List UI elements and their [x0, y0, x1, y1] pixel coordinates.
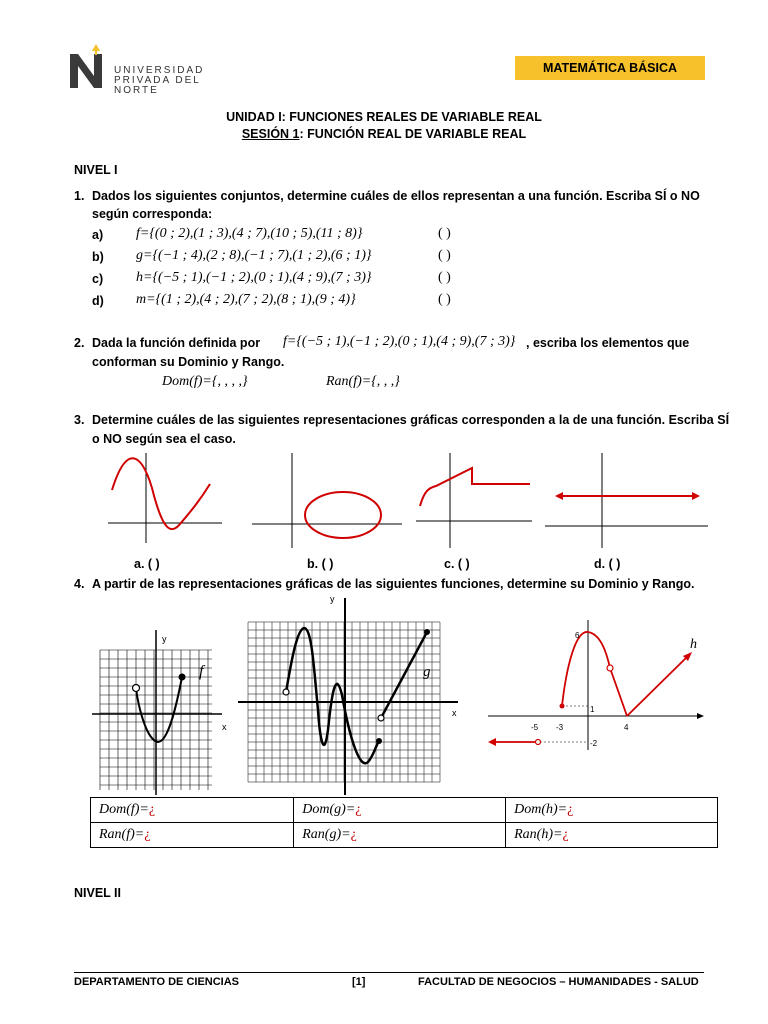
q2-text-b: , escriba los elementos que	[526, 336, 690, 350]
graph-f-xlabel: x	[222, 722, 227, 732]
university-logo	[68, 42, 238, 96]
graph-g-label: g	[423, 664, 431, 680]
logo-line2: PRIVADA DEL NORTE	[114, 75, 201, 96]
q1-item-d-answer[interactable]: ( )	[438, 292, 451, 307]
ran-h-cell[interactable]: Ran(h)=¿	[506, 823, 718, 848]
q2-expr: f={(−5 ; 1),(−1 ; 2),(0 ; 1),(4 ; 9),(7 ; 3)}	[283, 334, 516, 349]
dom-g-cell[interactable]: Dom(g)=¿	[294, 798, 506, 823]
session-label: SESIÓN 1	[241, 127, 300, 141]
table-row	[91, 823, 718, 848]
graph-h-tick-neg5: -5	[531, 723, 539, 732]
q4-graph-h	[488, 620, 704, 750]
graph-f-label: f	[199, 663, 204, 680]
q2-text-line2: conforman su Dominio y Rango.	[92, 355, 285, 369]
q1-item-a-answer[interactable]: ( )	[438, 226, 451, 241]
q1-item-b-expr: g={(−1 ; 4),(2 ; 8),(−1 ; 7),(1 ; 2),(6 ; 1)}	[136, 248, 372, 263]
q1-item-d-letter: d)	[92, 294, 104, 308]
q4-text: A partir de las representaciones gráficas de las siguientes funciones, determine su Dominio y Rango.	[92, 577, 695, 591]
session-title	[0, 127, 768, 141]
q3-label-a: a. ( )	[134, 557, 160, 571]
footer-divider	[74, 972, 704, 973]
level1-heading: NIVEL I	[74, 163, 118, 177]
q3-text-line2: o NO según sea el caso.	[92, 432, 236, 446]
q4-number: 4.	[74, 577, 85, 591]
footer-left: DEPARTAMENTO DE CIENCIAS	[74, 976, 240, 988]
ran-f-cell[interactable]: Ran(f)=¿	[91, 823, 294, 848]
q4-graph-f	[92, 630, 227, 795]
q1-item-c-expr: h={(−5 ; 1),(−1 ; 2),(0 ; 1),(4 ; 9),(7 ; 3)}	[136, 270, 372, 285]
q3-graph-c	[416, 453, 532, 548]
graph-h-tick-neg3: -3	[556, 723, 564, 732]
graph-h-tick-4: 4	[624, 723, 629, 732]
q1-item-a-letter: a)	[92, 228, 104, 242]
q4-graphs	[0, 590, 768, 800]
level2-heading: NIVEL II	[74, 886, 122, 900]
q1-item-c-answer[interactable]: ( )	[438, 270, 451, 285]
q1-item-c-letter: c)	[92, 272, 104, 286]
q3-answer-d[interactable]: ( )	[608, 557, 621, 571]
logo-line1: UNIVERSIDAD	[114, 65, 205, 76]
q1-item-b-letter: b)	[92, 250, 104, 264]
q3-number: 3.	[74, 413, 85, 427]
q2-number: 2.	[74, 336, 85, 350]
q1-item-d-expr: m={(1 ; 2),(4 ; 2),(7 ; 2),(8 ; 1),(9 ; 4)}	[136, 292, 356, 307]
q1-text-line1: Dados los siguientes conjuntos, determine cuáles de ellos representan a una función. Escriba SÍ o NO	[92, 189, 700, 203]
course-badge: MATEMÁTICA BÁSICA	[515, 56, 705, 80]
graph-h-tick-1: 1	[590, 705, 595, 714]
unit-title: UNIDAD I: FUNCIONES REALES DE VARIABLE REAL	[226, 110, 542, 124]
q3-graph-a	[108, 453, 222, 543]
graph-h-label: h	[690, 637, 697, 652]
q1-item-b-answer[interactable]: ( )	[438, 248, 451, 263]
q3-label-c: c. ( )	[444, 557, 470, 571]
q4-graph-g	[238, 594, 458, 795]
session-rest: : FUNCIÓN REAL DE VARIABLE REAL	[299, 127, 527, 141]
domain-range-table	[90, 797, 718, 848]
graph-f-ylabel: y	[162, 634, 167, 644]
q2-text-a: Dada la función definida por	[92, 336, 261, 350]
q3-graphs	[0, 448, 768, 553]
q1-number: 1.	[74, 189, 85, 203]
q3-label-d: d. ( )	[594, 557, 621, 571]
q3-label-b: b. ( )	[307, 557, 334, 571]
q3-text-line1: Determine cuáles de las siguientes representaciones gráficas corresponden a la de una función. Escriba SÍ	[92, 413, 730, 427]
graph-g-ylabel: y	[330, 594, 335, 604]
q2-domain: Dom(f)={, , , ,}	[162, 374, 248, 389]
logo-n-icon	[68, 42, 110, 90]
q3-answer-a[interactable]: ( )	[147, 557, 160, 571]
q1-text-line2: según corresponda:	[92, 207, 213, 221]
table-row	[91, 798, 718, 823]
ran-g-cell[interactable]: Ran(g)=¿	[294, 823, 506, 848]
footer-right: FACULTAD DE NEGOCIOS – HUMANIDADES - SALUD	[418, 976, 699, 988]
graph-g-xlabel: x	[452, 708, 457, 718]
q1-item-a-expr: f={(0 ; 2),(1 ; 3),(4 ; 7),(10 ; 5),(11 ; 8)}	[136, 226, 363, 241]
q3-graph-b	[252, 453, 402, 548]
q2-range: Ran(f)={, , ,}	[326, 374, 400, 389]
q3-graph-d	[545, 453, 708, 548]
dom-h-cell[interactable]: Dom(h)=¿	[506, 798, 718, 823]
q3-answer-c[interactable]: ( )	[457, 557, 470, 571]
graph-h-tick-6: 6	[575, 631, 580, 640]
q3-answer-b[interactable]: ( )	[321, 557, 334, 571]
dom-f-cell[interactable]: Dom(f)=¿	[91, 798, 294, 823]
footer-page: [1]	[352, 976, 366, 988]
graph-h-tick-neg2: -2	[590, 739, 598, 748]
